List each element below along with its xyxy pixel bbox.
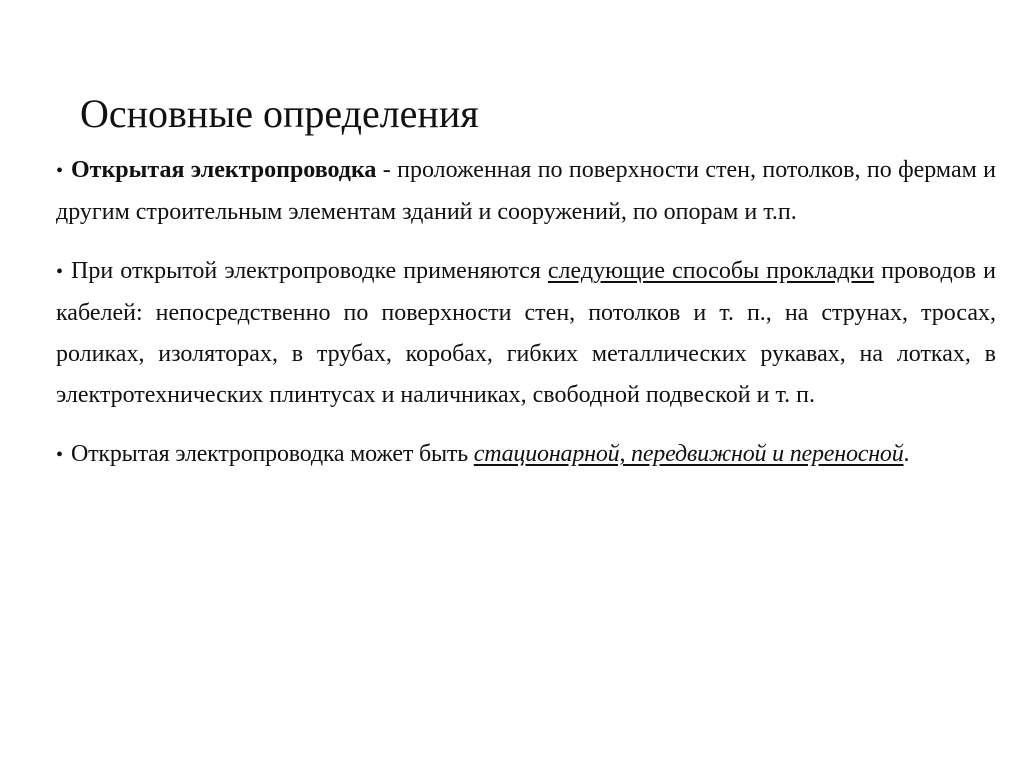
types-end-text: .	[903, 441, 910, 467]
bullet-icon: •	[56, 160, 64, 182]
types-italic-underlined-text: стационарной, передвижной и переносной	[473, 441, 904, 467]
bullet-icon: •	[56, 444, 63, 466]
methods-list-text: проводов и кабелей: непосредственно по поверхности стен, потолков и т. п., на струнах, тросах, роликах, изоляторах, в трубах, коробах, гибких металлических рукавах, на лотках, в электротехнических плинтусах и наличниках, свободной подвеской и т. п.	[56, 258, 996, 408]
defined-term: Открытая электропроводка	[71, 157, 377, 183]
definition-text: - проложенная по поверхности стен, потолков, по фермам и другим строительным элементам зданий и сооружений, по опорам и т.п.	[56, 157, 996, 225]
methods-paragraph	[56, 251, 996, 416]
methods-underlined-text: следующие способы прокладки	[547, 258, 875, 284]
types-intro-text: Открытая электропроводка может быть	[71, 441, 474, 467]
bullet-icon: •	[56, 261, 64, 283]
methods-intro-text: При открытой электропроводке применяются	[71, 258, 548, 284]
definition-paragraph	[56, 150, 996, 233]
slide-title: Основные определения	[80, 91, 479, 136]
slide-content	[56, 150, 996, 476]
types-paragraph	[56, 434, 996, 476]
